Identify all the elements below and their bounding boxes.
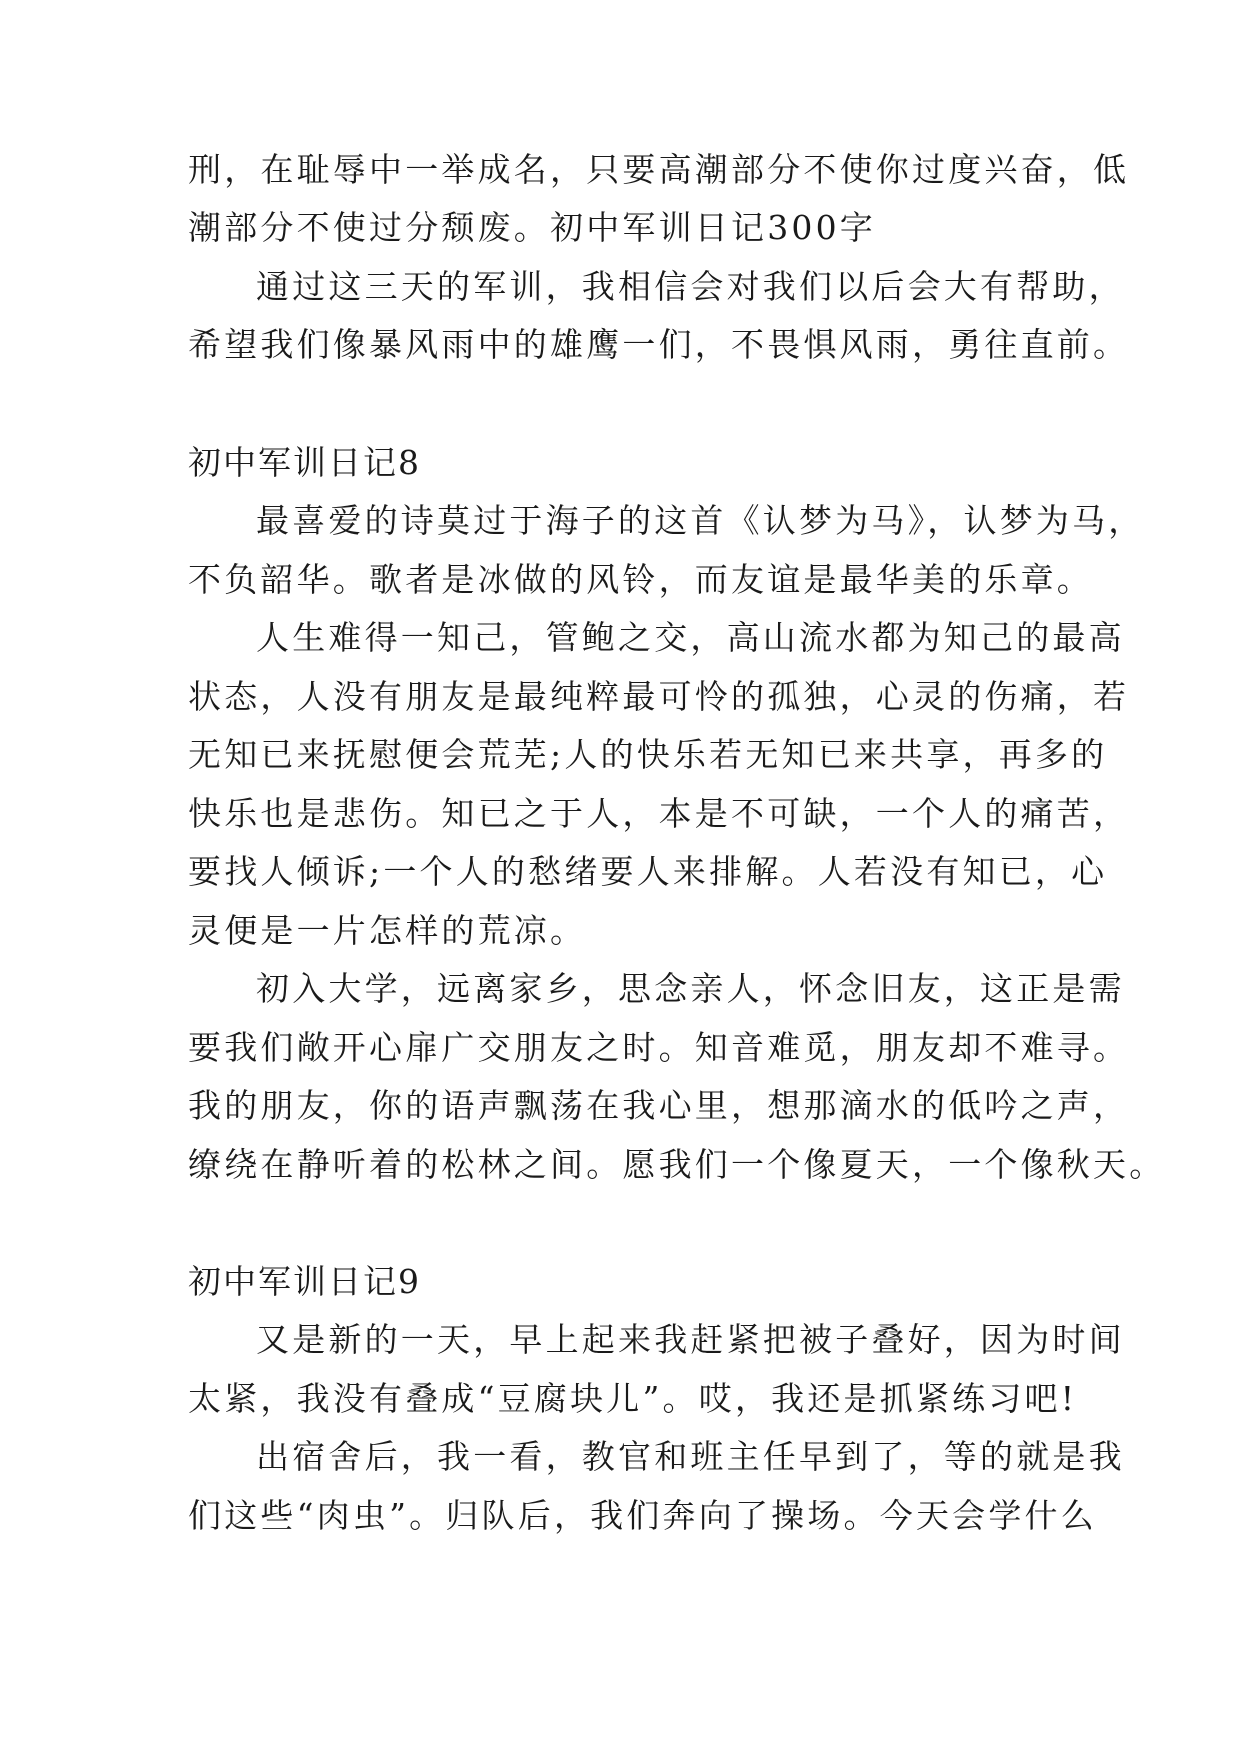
text-line: 们这些“肉虫”。归队后，我们奔向了操场。今天会学什么 bbox=[188, 1496, 1097, 1535]
paragraph-first-line: 通过这三天的军训，我相信会对我们以后会大有帮助， bbox=[256, 267, 1125, 306]
paragraph-first-line: 初入大学，远离家乡，思念亲人，怀念旧友，这正是需 bbox=[256, 969, 1125, 1008]
paragraph-first-line: 人生难得一知己，管鲍之交，高山流水都为知己的最高 bbox=[256, 618, 1125, 657]
paragraph-first-line: 出宿舍后，我一看，教官和班主任早到了，等的就是我 bbox=[256, 1437, 1125, 1476]
paragraph-first-line: 又是新的一天，早上起来我赶紧把被子叠好，因为时间 bbox=[256, 1320, 1125, 1359]
text-line: 刑，在耻辱中一举成名，只要高潮部分不使你过度兴奋，低 bbox=[188, 150, 1130, 189]
text-line: 缭绕在静听着的松林之间。愿我们一个像夏天，一个像秋天。 bbox=[188, 1145, 1166, 1184]
text-line: 要我们敞开心扉广交朋友之时。知音难觅，朋友却不难寻。 bbox=[188, 1028, 1130, 1067]
text-line: 快乐也是悲伤。知已之于人，本是不可缺，一个人的痛苦， bbox=[188, 794, 1130, 833]
text-line: 我的朋友，你的语声飘荡在我心里，想那滴水的低吟之声， bbox=[188, 1086, 1130, 1125]
section-heading: 初中军训日记9 bbox=[188, 1262, 421, 1301]
text-line: 灵便是一片怎样的荒凉。 bbox=[188, 911, 587, 950]
text-line: 希望我们像暴风雨中的雄鹰一们，不畏惧风雨，勇往直前。 bbox=[188, 325, 1130, 364]
text-line: 不负韶华。歌者是冰做的风铃，而友谊是最华美的乐章。 bbox=[188, 560, 1093, 599]
section-heading: 初中军训日记8 bbox=[188, 443, 421, 482]
text-line: 太紧，我没有叠成“豆腐块儿”。哎，我还是抓紧练习吧! bbox=[188, 1379, 1078, 1418]
text-line: 状态，人没有朋友是最纯粹最可怜的孤独，心灵的伤痛，若 bbox=[188, 677, 1130, 716]
paragraph-first-line: 最喜爱的诗莫过于海子的这首《认梦为马》，认梦为马， bbox=[256, 501, 1145, 540]
text-line: 要找人倾诉;一个人的愁绪要人来排解。人若没有知已，心 bbox=[188, 852, 1108, 891]
text-line: 无知已来抚慰便会荒芜;人的快乐若无知已来共享，再多的 bbox=[188, 735, 1108, 774]
text-line: 潮部分不使过分颓废。初中军训日记300字 bbox=[188, 208, 876, 247]
